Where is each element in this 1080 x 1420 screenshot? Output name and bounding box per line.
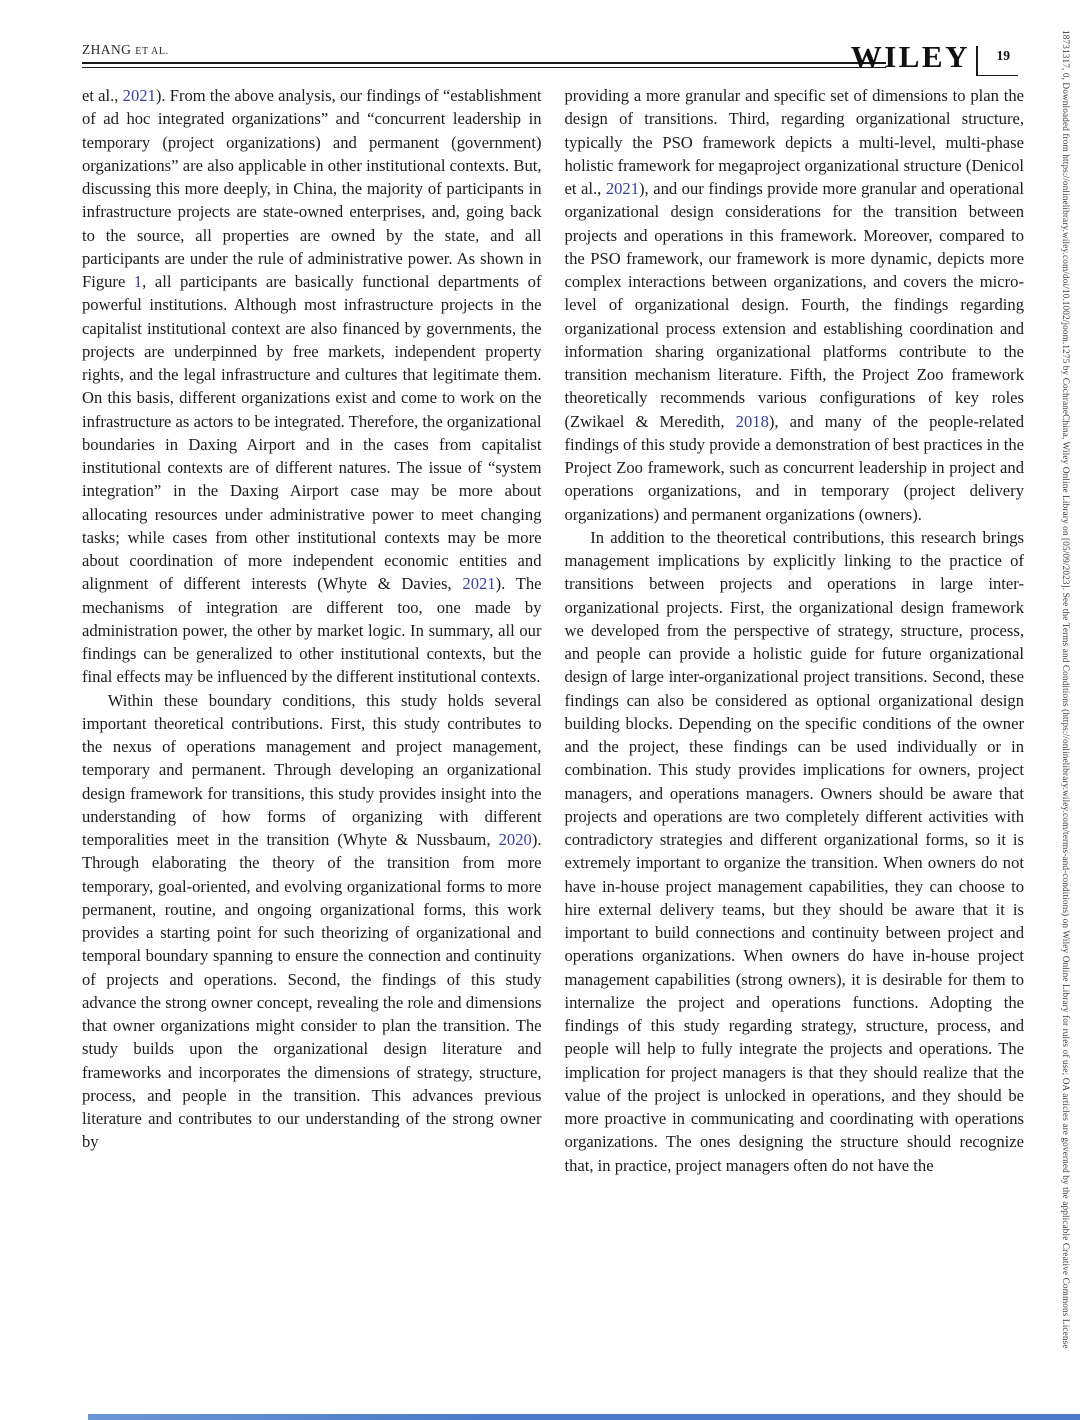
text-segment: ). The mechanisms of integration are different too, one made by administration power, the other by market logic. In summary, all our findings can be generalized to other institutional contexts, but the final effects may be influenced by the different institutional contexts.	[82, 574, 542, 687]
wiley-logo: WILEY	[850, 39, 970, 74]
citation-link[interactable]: 2021	[122, 86, 156, 105]
paragraph	[565, 526, 1025, 1177]
text-segment: et al.,	[82, 86, 123, 105]
text-segment: , all participants are basically functional departments of powerful institutions. Although most infrastructure projects in the capitalist institutional context are also financed by governments, the projects are underpinned by free markets, independent property rights, and the legal infrastructure and cultures that legitimate them. On this basis, different organizations exist and come to work on the infrastructure as actors to be integrated. Therefore, the organizational boundaries in Daxing Airport and in the cases from capitalist institutional contexts are of different natures. The issue of “system integration” in the Daxing Airport case may be more about allocating resources under administrative power to meet changing tasks; while cases from other institutional contexts may be more about coordination of more independent economic entities and alignment of different interests (Whyte & Davies,	[82, 272, 542, 594]
running-head-etal: ET AL.	[135, 46, 169, 57]
text-segment: ), and many of the people-related findings of this study provide a demonstration of best practices in the Project Zoo framework, such as concurrent leadership in project and operations organizations, and in temporary (project delivery organizations) and permanent organizations (owners).	[564, 411, 1024, 524]
text-segment: ). Through elaborating the theory of the transition from more temporary, goal-oriented, and evolving organizational forms to more permanent, routine, and ongoing organizational forms, this work provides a starting point for such theorizing of organizational and temporal boundary spanning to ensure the connection and continuity of projects and operations. Second, the findings of this study advance the strong owner concept, revealing the role and dimensions that owner organizations might consider to plan the transition. The study builds upon the organizational design literature and frameworks and incorporates the dimensions of strategy, structure, process, and people in the transition. This advances previous literature and contributes to our understanding of the strong owner by	[82, 830, 542, 1152]
page-header	[82, 34, 1018, 74]
running-head-author: ZHANG	[82, 42, 132, 57]
citation-link[interactable]: 2018	[735, 411, 769, 431]
citation-link[interactable]: 2020	[498, 830, 532, 849]
text-segment: In addition to the theoretical contributions, this research brings management implications by explicitly linking to the practice of transitions between projects and operations in large inter-organizational projects. First, the organizational design framework we developed from the perspective of strategy, structure, process, and people can provide a holistic guide for future organizational design of large inter-organizational project transitions. Second, these findings can also be considered as optional organizational design building blocks. Depending on the specific conditions of the owner and the project, these findings can be used individually or in combination. This study provides implications for owners, project managers, and operations managers. Owners should be aware that projects and operations are two completely different activities with contradictory strategies and different organizational forms, so it is extremely important to organize the transition. When owners do not have in-house project management capabilities, they can choose to hire external delivery teams, but they should be aware that it is important to build connections and continuity between project and operations organizations. When owners do have in-house project management capabilities (strong owners), it is desirable for them to internalize the project and operations functions. Adopting the findings of this study regarding strategy, structure, process, and people will help to fully integrate the projects and operations. The implication for project managers is that they should realize that the value of the project is unlocked in operations, and they should be more proactive in communicating and coordinating with operations organizations. The ones designing the structure should recognize that, in practice, project managers often do not have the	[564, 527, 1024, 1175]
text-segment: ). From the above analysis, our findings of “establishment of ad hoc integrated organizations” and “concurrent leadership in temporary (project organizations) and permanent (government) organizations” are also applicable in other institutional contexts. But, discussing this more deeply, in China, the majority of participants in infrastructure projects are state-owned enterprises, and, going back to the source, all properties are owned by the state, and all participants are under the rule of administrative power. As shown in Figure	[82, 86, 542, 291]
running-head	[82, 41, 169, 59]
header-tick-rule	[976, 46, 978, 76]
right-column	[565, 84, 1025, 1177]
paragraph	[82, 689, 542, 1154]
left-column	[82, 84, 542, 1177]
page-number: 19	[996, 48, 1010, 63]
download-provenance-sidebar: 18731317, 0, Downloaded from https://onlinelibrary.wiley.com/doi/10.1002/joom.1275 by CochraneChina, Wiley Online Library on [05/09/2023]. See the Terms and Conditions (https://onlinelibrary.wiley.com/terms-and-conditions) on Wiley Online Library for rules of use; OA articles are governed by the applicable Creative Commons License	[1060, 30, 1070, 1349]
citation-link[interactable]: 2021	[462, 574, 496, 594]
citation-link[interactable]: 1	[133, 272, 143, 291]
text-segment: ), and our findings provide more granular and operational organizational design considerations for the transition between projects and operations in this framework. Moreover, compared to the PSO framework, our framework is more dynamic, depicts more complex interactions between organizations, and covers the micro-level of organizational design. Fourth, the findings regarding organizational process extension and establishing coordination and information sharing organizational platforms contribute to the transition mechanism literature. Fifth, the Project Zoo framework theoretically recommends various configurations of key roles (Zwikael & Meredith,	[564, 179, 1025, 431]
bottom-blue-bar	[88, 1414, 1080, 1420]
text-segment: Within these boundary conditions, this study holds several important theoretical contributions. First, this study contributes to the nexus of operations management and project management, temporary and permanent. Through developing an organizational design framework for transitions, this study provides insight into the understanding of how forms of organizing with different temporalities meet in the transition (Whyte & Nussbaum,	[82, 690, 542, 849]
paragraph	[565, 84, 1025, 526]
two-column-body	[82, 84, 1024, 1177]
header-rule-right	[978, 74, 1018, 76]
text-segment: providing a more granular and specific set of dimensions to plan the design of transitions. Third, regarding organizational structure, typically the PSO framework depicts a multi-level, multi-phase holistic framework for megaproject organizational structure (Denicol et al.,	[564, 86, 1024, 198]
citation-link[interactable]: 2021	[605, 179, 639, 198]
paragraph	[82, 84, 542, 689]
header-double-rule	[82, 62, 886, 68]
